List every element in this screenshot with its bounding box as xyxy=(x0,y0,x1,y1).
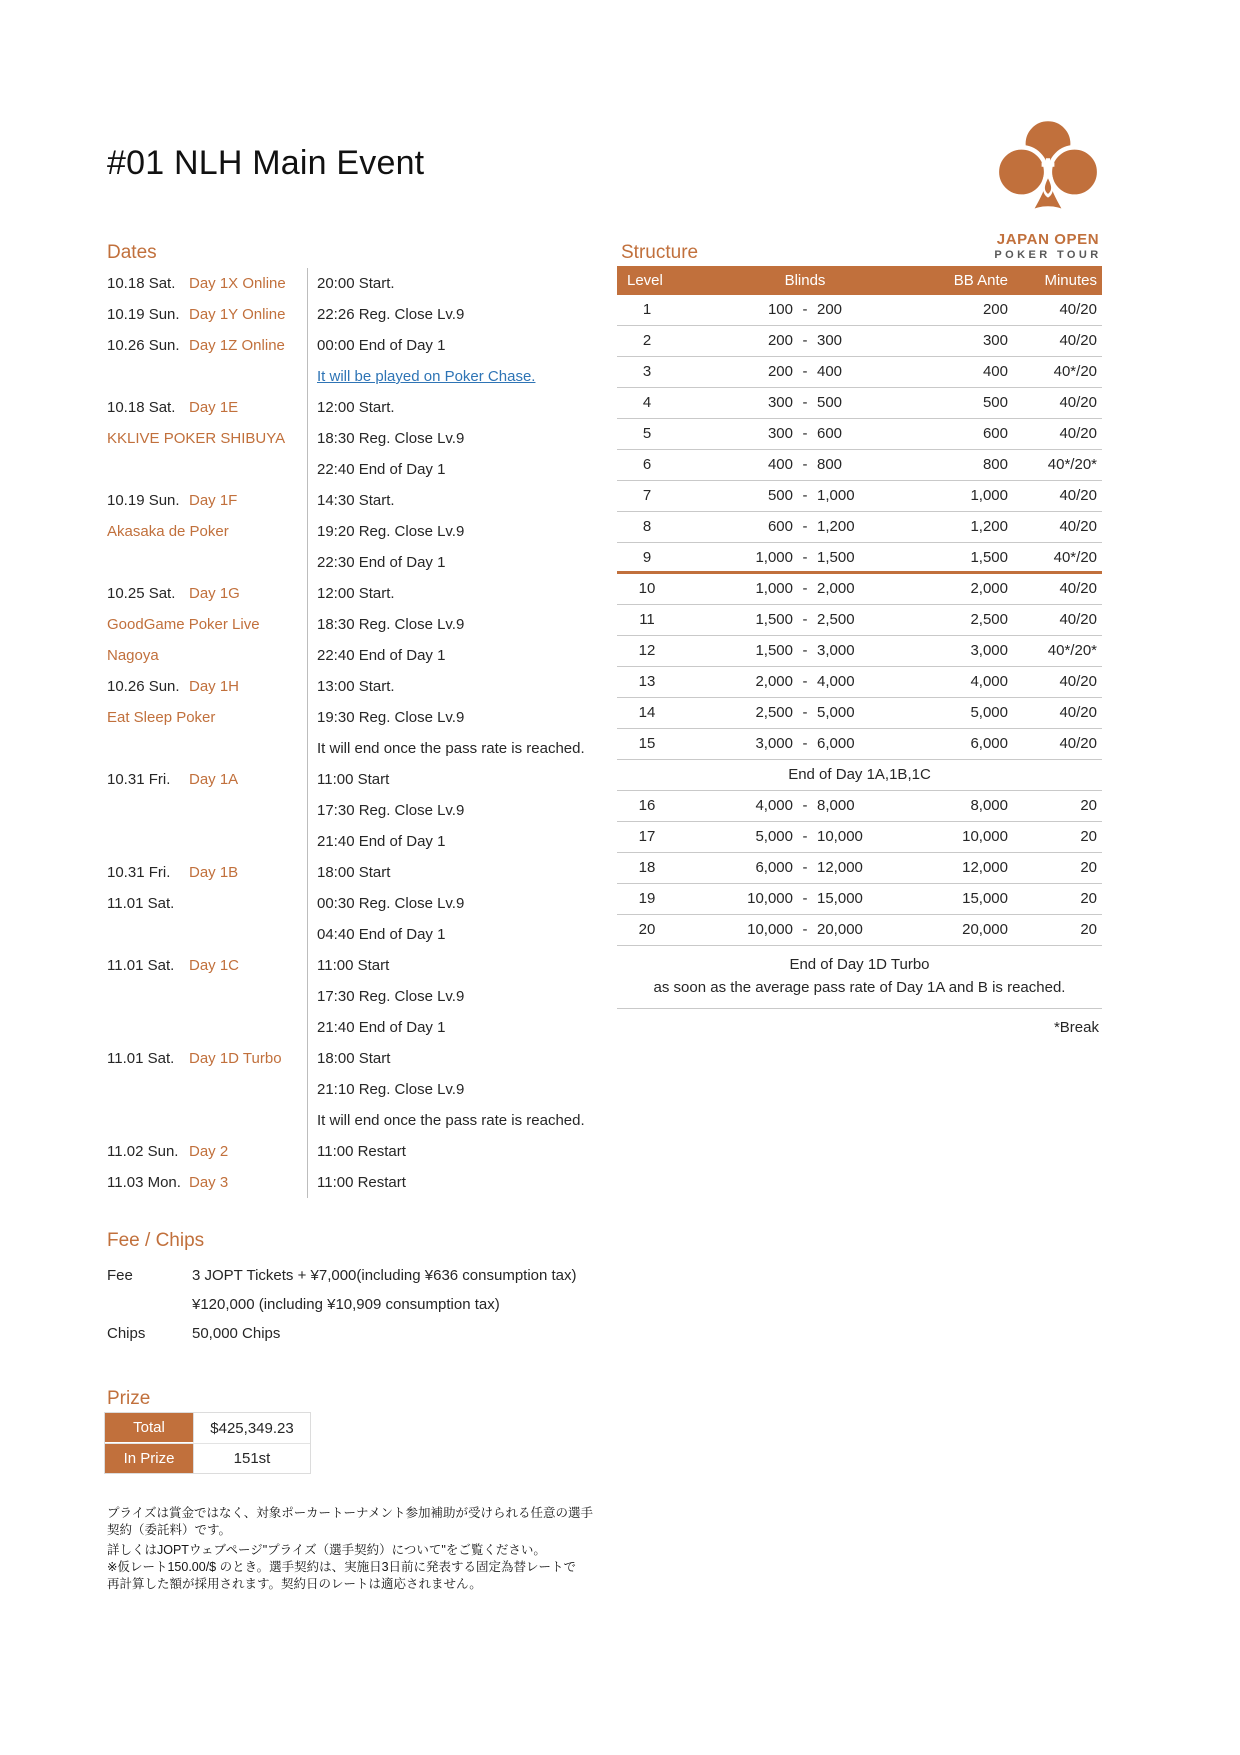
bb-ante-cell: 300 xyxy=(982,332,1008,349)
date-row xyxy=(107,454,585,485)
day-label: Day 1H xyxy=(189,678,240,695)
big-blind-cell: 2,500 xyxy=(817,611,855,628)
big-blind-cell: 4,000 xyxy=(817,673,855,690)
time-text: 21:40 End of Day 1 xyxy=(317,1019,446,1036)
blind-dash: - xyxy=(802,735,808,752)
blind-dash: - xyxy=(802,859,808,876)
structure-rows xyxy=(617,295,1102,946)
day-label: Day 1Y Online xyxy=(189,306,286,323)
date-row xyxy=(107,516,585,547)
fee-value-line1: 3 JOPT Tickets + ¥7,000(including ¥636 consumption tax) xyxy=(192,1267,577,1284)
level-cell: 2 xyxy=(642,332,652,349)
day-label: Day 1E xyxy=(189,399,239,416)
minutes-cell: 40/20 xyxy=(1059,673,1097,690)
bb-ante-cell: 20,000 xyxy=(962,921,1008,938)
date-row xyxy=(107,330,585,361)
date-row xyxy=(107,1074,585,1105)
structure-row xyxy=(617,419,1102,450)
blinds-column-header: Blinds xyxy=(784,272,826,289)
level-cell: 19 xyxy=(638,890,656,907)
date-row xyxy=(107,1136,585,1167)
big-blind-cell: 2,000 xyxy=(817,580,855,597)
day-label: Day 1B xyxy=(189,864,239,881)
small-blind-cell: 200 xyxy=(767,332,793,349)
date-row xyxy=(107,857,585,888)
jopt-logo xyxy=(986,116,1110,261)
fineprint-line: ※仮レート150.00/$ のとき。選手契約は、実施日3日前に発表する固定為替レートで xyxy=(107,1560,577,1574)
minutes-cell: 40/20 xyxy=(1059,425,1097,442)
bb-ante-cell: 12,000 xyxy=(962,859,1008,876)
date-row xyxy=(107,671,585,702)
level-cell: 13 xyxy=(638,673,656,690)
blind-dash: - xyxy=(802,921,808,938)
day-label: Day 1A xyxy=(189,771,239,788)
time-text: 20:00 Start. xyxy=(317,275,395,292)
structure-note-row xyxy=(617,760,1102,791)
blind-dash: - xyxy=(802,549,808,566)
date-row xyxy=(107,268,585,299)
fee-chips-heading: Fee / Chips xyxy=(107,1230,205,1251)
fee-chips-section xyxy=(107,1261,577,1348)
big-blind-cell: 3,000 xyxy=(817,642,855,659)
prize-total-row xyxy=(105,1413,310,1443)
time-text: 22:30 End of Day 1 xyxy=(317,554,446,571)
time-text: 19:30 Reg. Close Lv.9 xyxy=(317,709,465,726)
structure-heading: Structure xyxy=(621,242,699,263)
date-cell xyxy=(107,1050,307,1067)
time-text: 11:00 Start xyxy=(317,771,390,788)
structure-row xyxy=(617,481,1102,512)
structure-header-row xyxy=(617,266,1102,295)
time-text: 12:00 Start. xyxy=(317,585,395,602)
minutes-cell: 20 xyxy=(1080,890,1097,907)
small-blind-cell: 1,000 xyxy=(755,549,793,566)
minutes-cell: 40/20 xyxy=(1059,518,1097,535)
big-blind-cell: 800 xyxy=(817,456,843,473)
day-label: Day 1Z Online xyxy=(189,337,285,354)
fineprint-line: 契約（委託料）です。 xyxy=(107,1523,232,1537)
prize-table xyxy=(104,1412,311,1474)
bb-ante-cell: 6,000 xyxy=(970,735,1008,752)
level-cell: 15 xyxy=(638,735,656,752)
bb-ante-cell: 10,000 xyxy=(962,828,1008,845)
logo-line1: JAPAN OPEN xyxy=(996,231,1100,248)
dates-section xyxy=(107,268,585,1198)
date-row xyxy=(107,299,585,330)
small-blind-cell: 2,500 xyxy=(755,704,793,721)
date-text: 10.19 Sun. xyxy=(107,492,180,509)
big-blind-cell: 10,000 xyxy=(817,828,863,845)
level-cell: 6 xyxy=(642,456,652,473)
blind-dash: - xyxy=(802,704,808,721)
date-row xyxy=(107,733,585,764)
date-text: 11.02 Sun. xyxy=(107,1143,179,1160)
bb-ante-cell: 800 xyxy=(982,456,1008,473)
break-footnote: *Break xyxy=(1053,1019,1099,1036)
bb-ante-cell: 600 xyxy=(982,425,1008,442)
time-text: 18:00 Start xyxy=(317,1050,391,1067)
chips-row xyxy=(107,1319,577,1348)
minutes-cell: 40*/20* xyxy=(1047,642,1097,659)
date-cell xyxy=(107,709,307,726)
date-text: 10.31 Fri. xyxy=(107,864,171,881)
date-cell xyxy=(107,895,307,912)
small-blind-cell: 6,000 xyxy=(755,859,793,876)
date-row xyxy=(107,826,585,857)
level-cell: 14 xyxy=(638,704,656,721)
date-row xyxy=(107,423,585,454)
blind-dash: - xyxy=(802,456,808,473)
blind-dash: - xyxy=(802,611,808,628)
blind-dash: - xyxy=(802,890,808,907)
date-row xyxy=(107,919,585,950)
time-text: 00:30 Reg. Close Lv.9 xyxy=(317,895,465,912)
time-text: 17:30 Reg. Close Lv.9 xyxy=(317,802,465,819)
minutes-cell: 40/20 xyxy=(1059,580,1097,597)
small-blind-cell: 300 xyxy=(767,394,793,411)
blind-dash: - xyxy=(802,828,808,845)
big-blind-cell: 500 xyxy=(817,394,843,411)
date-cell xyxy=(107,1174,307,1191)
bb-ante-cell: 2,000 xyxy=(970,580,1008,597)
date-cell xyxy=(107,678,307,695)
small-blind-cell: 1,500 xyxy=(755,611,793,628)
minutes-cell: 40/20 xyxy=(1059,394,1097,411)
structure-row xyxy=(617,543,1102,574)
fineprint-line: 詳しくはJOPTウェブページ"プライズ（選手契約）について"をご覧ください。 xyxy=(107,1543,546,1557)
blind-dash: - xyxy=(802,797,808,814)
date-cell xyxy=(107,492,307,509)
big-blind-cell: 15,000 xyxy=(817,890,863,907)
time-text: 14:30 Start. xyxy=(317,492,395,509)
structure-row xyxy=(617,791,1102,822)
bb-ante-cell: 2,500 xyxy=(970,611,1008,628)
time-text: It will end once the pass rate is reached. xyxy=(317,1112,585,1129)
date-text: 11.03 Mon. xyxy=(107,1174,181,1191)
minutes-cell: 40/20 xyxy=(1059,735,1097,752)
day-label: Day 3 xyxy=(189,1174,229,1191)
bb-ante-cell: 1,500 xyxy=(970,549,1008,566)
minutes-cell: 40/20 xyxy=(1059,301,1097,318)
date-row xyxy=(107,795,585,826)
prize-inprize-row xyxy=(105,1443,310,1473)
small-blind-cell: 10,000 xyxy=(747,921,793,938)
small-blind-cell: 10,000 xyxy=(747,890,793,907)
time-text: 11:00 Start xyxy=(317,957,390,974)
venue-text: Akasaka de Poker xyxy=(107,523,229,540)
time-text: It will end once the pass rate is reached. xyxy=(317,740,585,757)
date-cell xyxy=(107,523,307,540)
level-cell: 20 xyxy=(638,921,656,938)
time-text: 11:00 Restart xyxy=(317,1143,406,1160)
minutes-cell: 40/20 xyxy=(1059,487,1097,504)
date-row xyxy=(107,640,585,671)
level-cell: 4 xyxy=(642,394,652,411)
date-text: 10.19 Sun. xyxy=(107,306,180,323)
time-text: 00:00 End of Day 1 xyxy=(317,337,446,354)
big-blind-cell: 300 xyxy=(817,332,843,349)
level-cell: 5 xyxy=(642,425,652,442)
date-row xyxy=(107,392,585,423)
date-row xyxy=(107,981,585,1012)
date-cell xyxy=(107,864,307,881)
bb-ante-cell: 8,000 xyxy=(970,797,1008,814)
bb-ante-cell: 400 xyxy=(982,363,1008,380)
time-text: 12:00 Start. xyxy=(317,399,395,416)
date-cell xyxy=(107,430,307,447)
bb-ante-column-header: BB Ante xyxy=(953,272,1008,289)
time-text: 19:20 Reg. Close Lv.9 xyxy=(317,523,465,540)
time-text: 22:40 End of Day 1 xyxy=(317,647,446,664)
chips-value: 50,000 Chips xyxy=(192,1325,281,1342)
blind-dash: - xyxy=(802,518,808,535)
date-row xyxy=(107,1043,585,1074)
big-blind-cell: 200 xyxy=(817,301,843,318)
date-cell xyxy=(107,771,307,788)
structure-row xyxy=(617,667,1102,698)
date-row xyxy=(107,764,585,795)
bb-ante-cell: 3,000 xyxy=(970,642,1008,659)
fineprint-line: プライズは賞金ではなく、対象ポーカートーナメント参加補助が受けられる任意の選手 xyxy=(107,1506,594,1520)
time-text: 18:30 Reg. Close Lv.9 xyxy=(317,430,465,447)
date-cell xyxy=(107,585,307,602)
date-cell xyxy=(107,399,307,416)
structure-row xyxy=(617,853,1102,884)
level-cell: 12 xyxy=(638,642,656,659)
small-blind-cell: 4,000 xyxy=(755,797,793,814)
date-row xyxy=(107,702,585,733)
small-blind-cell: 1,000 xyxy=(755,580,793,597)
time-text: 13:00 Start. xyxy=(317,678,395,695)
small-blind-cell: 2,000 xyxy=(755,673,793,690)
date-cell xyxy=(107,306,307,323)
fineprint-line: 再計算した額が採用されます。契約日のレートは適応されません。 xyxy=(107,1577,482,1591)
structure-row xyxy=(617,357,1102,388)
date-row xyxy=(107,888,585,919)
date-text: 10.25 Sat. xyxy=(107,585,176,602)
day-label: Day 2 xyxy=(189,1143,229,1160)
level-column-header: Level xyxy=(627,272,663,289)
date-row xyxy=(107,578,585,609)
fee-label: Fee xyxy=(107,1267,133,1284)
day-label: Day 1D Turbo xyxy=(189,1050,282,1067)
day-label: Day 1X Online xyxy=(189,275,286,292)
prize-inprize-value-cell: 151st xyxy=(233,1450,271,1467)
structure-row xyxy=(617,636,1102,667)
time-text: 22:40 End of Day 1 xyxy=(317,461,446,478)
small-blind-cell: 200 xyxy=(767,363,793,380)
level-cell: 8 xyxy=(642,518,652,535)
date-text: 10.31 Fri. xyxy=(107,771,171,788)
big-blind-cell: 8,000 xyxy=(817,797,855,814)
blind-dash: - xyxy=(802,363,808,380)
time-text: 18:00 Start xyxy=(317,864,391,881)
minutes-cell: 40/20 xyxy=(1059,704,1097,721)
day-label: Day 1C xyxy=(189,957,240,974)
blind-dash: - xyxy=(802,580,808,597)
big-blind-cell: 20,000 xyxy=(817,921,863,938)
date-row xyxy=(107,1012,585,1043)
logo-line2: POKER TOUR xyxy=(994,249,1102,261)
big-blind-cell: 12,000 xyxy=(817,859,863,876)
time-text: 21:10 Reg. Close Lv.9 xyxy=(317,1081,465,1098)
date-cell xyxy=(107,1143,307,1160)
date-cell xyxy=(107,337,307,354)
small-blind-cell: 100 xyxy=(767,301,793,318)
structure-row xyxy=(617,512,1102,543)
structure-row xyxy=(617,388,1102,419)
level-cell: 1 xyxy=(642,301,652,318)
date-cell xyxy=(107,616,307,633)
minutes-cell: 40/20 xyxy=(1059,611,1097,628)
bb-ante-cell: 15,000 xyxy=(962,890,1008,907)
level-cell: 11 xyxy=(639,611,655,628)
date-text: 10.18 Sat. xyxy=(107,399,176,416)
big-blind-cell: 5,000 xyxy=(817,704,855,721)
date-row xyxy=(107,950,585,981)
minutes-cell: 20 xyxy=(1080,828,1097,845)
structure-row xyxy=(617,295,1102,326)
blind-dash: - xyxy=(802,673,808,690)
date-text: 10.26 Sun. xyxy=(107,337,180,354)
time-text: 11:00 Restart xyxy=(317,1174,406,1191)
endnote-line2: as soon as the average pass rate of Day 1A and B is reached. xyxy=(653,979,1066,996)
small-blind-cell: 3,000 xyxy=(755,735,793,752)
big-blind-cell: 600 xyxy=(817,425,843,442)
small-blind-cell: 1,500 xyxy=(755,642,793,659)
structure-row xyxy=(617,884,1102,915)
dates-heading: Dates xyxy=(107,242,157,263)
minutes-cell: 20 xyxy=(1080,859,1097,876)
structure-section xyxy=(617,266,1102,1036)
time-text: 04:40 End of Day 1 xyxy=(317,926,446,943)
date-row xyxy=(107,1167,585,1198)
minutes-column-header: Minutes xyxy=(1044,272,1097,289)
minutes-cell: 40*/20* xyxy=(1047,456,1097,473)
structure-row xyxy=(617,605,1102,636)
structure-note-text: End of Day 1A,1B,1C xyxy=(788,766,931,783)
time-text: 22:26 Reg. Close Lv.9 xyxy=(317,306,465,323)
structure-row xyxy=(617,450,1102,481)
minutes-cell: 20 xyxy=(1080,797,1097,814)
structure-row xyxy=(617,915,1102,946)
venue-text: GoodGame Poker Live xyxy=(107,616,260,633)
prize-heading: Prize xyxy=(107,1388,151,1409)
structure-row xyxy=(617,822,1102,853)
bb-ante-cell: 5,000 xyxy=(970,704,1008,721)
big-blind-cell: 400 xyxy=(817,363,843,380)
time-text: 18:30 Reg. Close Lv.9 xyxy=(317,616,465,633)
blind-dash: - xyxy=(802,332,808,349)
blind-dash: - xyxy=(802,642,808,659)
bb-ante-cell: 500 xyxy=(982,394,1008,411)
level-cell: 17 xyxy=(638,828,656,845)
small-blind-cell: 500 xyxy=(767,487,793,504)
poker-chase-link[interactable]: It will be played on Poker Chase. xyxy=(317,368,536,385)
endnote-line1: End of Day 1D Turbo xyxy=(789,956,930,973)
date-cell xyxy=(107,647,307,664)
date-cell xyxy=(107,275,307,292)
big-blind-cell: 6,000 xyxy=(817,735,855,752)
structure-row xyxy=(617,698,1102,729)
jopt-clover-icon xyxy=(995,116,1101,228)
page-title: #01 NLH Main Event xyxy=(107,144,425,182)
structure-row xyxy=(617,729,1102,760)
big-blind-cell: 1,200 xyxy=(817,518,855,535)
level-cell: 16 xyxy=(638,797,656,814)
structure-row xyxy=(617,574,1102,605)
date-row xyxy=(107,361,585,392)
day-label: Day 1G xyxy=(189,585,240,602)
venue-text: KKLIVE POKER SHIBUYA xyxy=(107,430,286,447)
blind-dash: - xyxy=(802,301,808,318)
dates-column-divider xyxy=(307,268,308,1198)
small-blind-cell: 5,000 xyxy=(755,828,793,845)
date-text: 11.01 Sat. xyxy=(107,895,175,912)
prize-total-label-cell: Total xyxy=(105,1413,194,1443)
blind-dash: - xyxy=(802,487,808,504)
big-blind-cell: 1,500 xyxy=(817,549,855,566)
structure-endnote xyxy=(617,946,1102,1009)
minutes-cell: 40*/20 xyxy=(1053,363,1097,380)
venue-text: Eat Sleep Poker xyxy=(107,709,216,726)
fee-row xyxy=(107,1290,577,1319)
level-cell: 18 xyxy=(638,859,656,876)
level-cell: 10 xyxy=(638,580,656,597)
date-text: 10.26 Sun. xyxy=(107,678,180,695)
minutes-cell: 20 xyxy=(1080,921,1097,938)
date-row xyxy=(107,609,585,640)
fee-row xyxy=(107,1261,577,1290)
fineprint xyxy=(107,1505,593,1593)
level-cell: 7 xyxy=(642,487,652,504)
bb-ante-cell: 4,000 xyxy=(970,673,1008,690)
bb-ante-cell: 200 xyxy=(982,301,1008,318)
date-text: 11.01 Sat. xyxy=(107,1050,175,1067)
time-text: 21:40 End of Day 1 xyxy=(317,833,446,850)
date-row xyxy=(107,485,585,516)
chips-label: Chips xyxy=(107,1325,146,1342)
big-blind-cell: 1,000 xyxy=(817,487,855,504)
structure-row xyxy=(617,326,1102,357)
fee-value-line2: ¥120,000 (including ¥10,909 consumption tax) xyxy=(192,1296,500,1313)
small-blind-cell: 600 xyxy=(767,518,793,535)
time-text: 17:30 Reg. Close Lv.9 xyxy=(317,988,465,1005)
date-text: 10.18 Sat. xyxy=(107,275,176,292)
prize-total-value-cell: $425,349.23 xyxy=(210,1419,294,1437)
small-blind-cell: 400 xyxy=(767,456,793,473)
prize-inprize-label-cell: In Prize xyxy=(105,1444,194,1473)
minutes-cell: 40*/20 xyxy=(1053,549,1097,566)
venue-text: Nagoya xyxy=(107,647,159,664)
date-text: 11.01 Sat. xyxy=(107,957,175,974)
date-cell xyxy=(107,957,307,974)
day-label: Day 1F xyxy=(189,492,238,509)
date-row xyxy=(107,1105,585,1136)
date-row xyxy=(107,547,585,578)
level-cell: 9 xyxy=(642,549,652,566)
bb-ante-cell: 1,200 xyxy=(970,518,1008,535)
minutes-cell: 40/20 xyxy=(1059,332,1097,349)
small-blind-cell: 300 xyxy=(767,425,793,442)
blind-dash: - xyxy=(802,394,808,411)
level-cell: 3 xyxy=(642,363,652,380)
bb-ante-cell: 1,000 xyxy=(970,487,1008,504)
blind-dash: - xyxy=(802,425,808,442)
